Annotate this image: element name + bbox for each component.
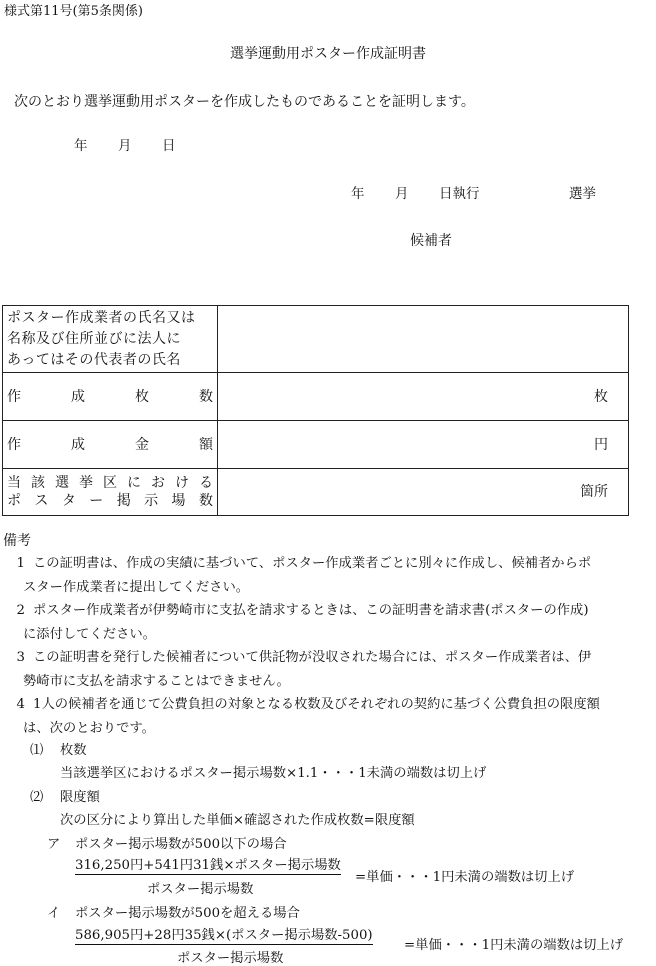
note-text-cont: スター作成業者に提出してください。 — [23, 579, 250, 595]
note-text-cont: は、次のとおりです。 — [23, 720, 155, 736]
case-a-denominator: ポスター掲示場数 — [147, 882, 254, 897]
label-char: け — [175, 475, 189, 491]
certification-statement: 次のとおり選挙運動用ポスターを作成したものであることを証明します。 — [14, 94, 475, 110]
certificate-table — [2, 305, 629, 516]
label-char: 金 — [135, 436, 149, 453]
label-char: 作 — [7, 388, 21, 405]
case-a-condition: ポスター掲示場数が500以下の場合 — [75, 837, 287, 852]
contractor-label-line: あってはその代表者の氏名 — [7, 351, 181, 368]
contractor-label-line: 名称及び住所並びに法人に — [7, 330, 181, 347]
print-count-cell[interactable] — [218, 373, 629, 421]
print-count-unit: 枚 — [594, 388, 608, 405]
case-i-numerator: 586,905円+28円35銭×(ポスター掲示場数-500) — [75, 929, 373, 945]
label-char: 場 — [171, 493, 186, 509]
label-char: 成 — [71, 388, 85, 405]
election-day-exec-label: 日執行 — [439, 186, 480, 202]
amount-label — [3, 421, 218, 469]
table-row — [3, 469, 629, 516]
contractor-label-line: ポスター作成業者の氏名又は — [7, 309, 196, 326]
note-number: 4 — [16, 697, 25, 712]
sub1-text: 当該選挙区におけるポスター掲示場数×1.1・・・1未満の端数は切上げ — [60, 766, 487, 781]
notes-heading: 備考 — [3, 533, 31, 549]
note-item — [3, 646, 653, 693]
contractor-value-cell[interactable] — [218, 306, 629, 373]
note-text: 1人の候補者を通じて公費負担の対象となる枚数及びそれぞれの契約に基づく公費負担の限度額 — [33, 697, 600, 712]
label-char: 挙 — [79, 475, 93, 491]
note-number: 1 — [16, 556, 25, 571]
note-text-cont: 勢崎市に支払を請求することはできません。 — [23, 673, 290, 689]
label-char: ス — [34, 493, 49, 509]
note-text-cont: に添付してください。 — [23, 626, 156, 642]
candidate-label: 候補者 — [410, 233, 452, 249]
sub1-title: 枚数 — [60, 743, 87, 758]
note-text: ポスター作成業者が伊勢崎市に支払を請求するときは、この証明書を請求書(ポスターの作成) — [33, 603, 589, 618]
case-a-result: =単価・・・1円未満の端数は切上げ — [355, 870, 575, 885]
label-char: 該 — [31, 475, 45, 491]
document-title: 選挙運動用ポスター作成証明書 — [230, 46, 426, 62]
label-char: る — [199, 475, 213, 491]
note-item — [3, 599, 653, 646]
label-char: 作 — [7, 436, 21, 453]
label-char: 選 — [55, 475, 69, 491]
cert-day-label: 日 — [162, 138, 176, 154]
note-text: この証明書を発行した候補者について供託物が没収された場合には、ポスター作成業者は、伊 — [33, 650, 592, 665]
election-label: 選挙 — [569, 186, 596, 202]
label-char: 枚 — [135, 388, 149, 405]
print-count-label — [3, 373, 218, 421]
note-item — [3, 693, 653, 740]
case-i-result: =単価・・・1円未満の端数は切上げ — [404, 938, 624, 953]
note-number: 2 — [16, 603, 25, 618]
label-char: 数 — [199, 388, 213, 405]
case-i-label: イ — [47, 906, 61, 921]
case-i-condition: ポスター掲示場数が500を超える場合 — [75, 906, 300, 921]
label-char: 掲 — [116, 493, 131, 509]
case-a-label: ア — [47, 837, 61, 852]
label-char: 当 — [7, 475, 21, 491]
label-char: 額 — [199, 436, 213, 453]
election-month-label: 月 — [395, 186, 409, 202]
label-char: に — [127, 475, 141, 491]
amount-cell[interactable] — [218, 421, 629, 469]
sub1-label: ⑴ — [30, 743, 44, 758]
case-i-denominator: ポスター掲示場数 — [177, 951, 284, 966]
label-char: ポ — [7, 493, 21, 509]
poster-sites-cell[interactable] — [218, 469, 629, 516]
table-row — [3, 421, 629, 469]
table-row — [3, 306, 629, 373]
label-char: タ — [61, 493, 76, 509]
case-a-numerator: 316,250円+541円31銭×ポスター掲示場数 — [75, 859, 341, 875]
election-year-label: 年 — [351, 186, 365, 202]
sub2-label: ⑵ — [30, 790, 44, 805]
label-char: 成 — [71, 436, 85, 453]
amount-unit: 円 — [594, 436, 608, 453]
label-char: お — [151, 475, 165, 491]
note-text: この証明書は、作成の実績に基づいて、ポスター作成業者ごとに別々に作成し、候補者からポ — [33, 556, 592, 571]
cert-year-label: 年 — [74, 138, 88, 154]
label-char: 示 — [144, 493, 159, 509]
sub2-text: 次の区分により算出した単価×確認された作成枚数=限度額 — [60, 813, 415, 828]
label-char: ー — [89, 493, 104, 509]
poster-sites-label — [3, 469, 218, 516]
poster-sites-unit: 箇所 — [580, 484, 608, 500]
note-item — [3, 552, 653, 599]
label-char: 数 — [198, 493, 213, 509]
cert-month-label: 月 — [118, 138, 132, 154]
contractor-label — [3, 306, 218, 373]
form-number: 様式第11号(第5条関係) — [4, 4, 143, 19]
label-char: 区 — [103, 475, 117, 491]
table-row — [3, 373, 629, 421]
sub2-title: 限度額 — [60, 790, 100, 805]
note-number: 3 — [16, 650, 25, 665]
